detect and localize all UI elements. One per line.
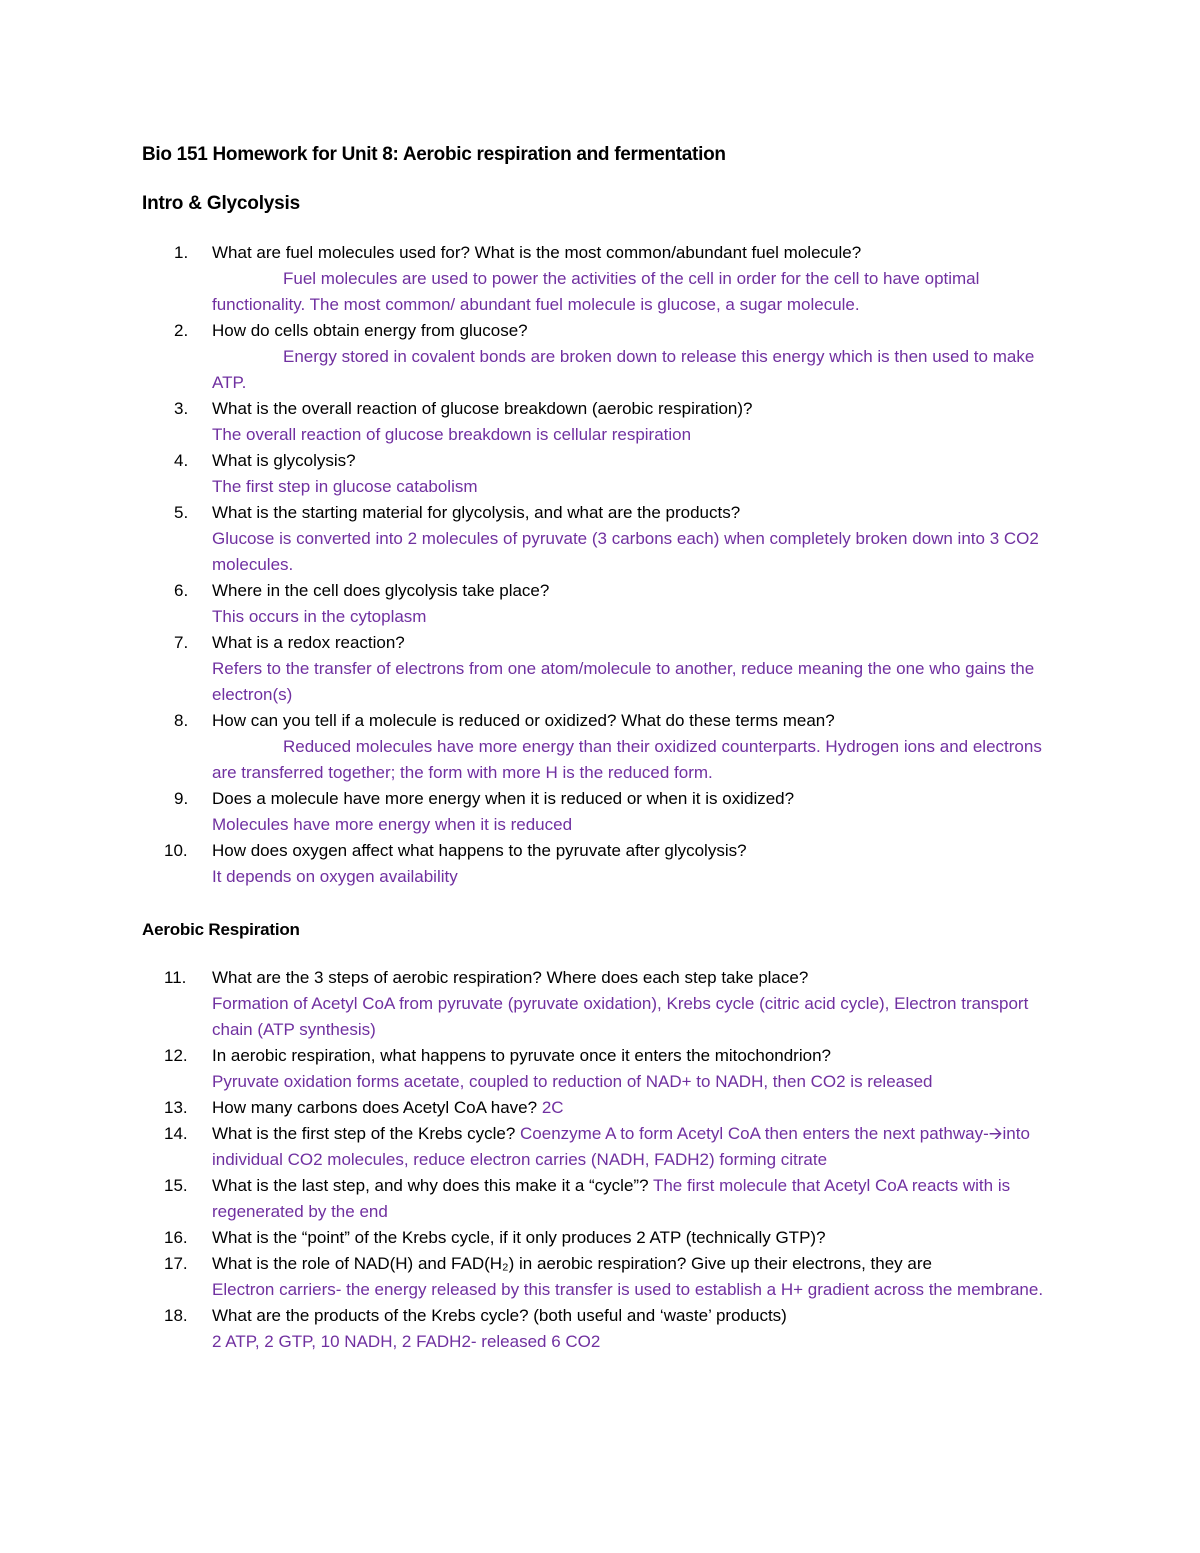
answer-text: Coenzyme A to form Acetyl CoA then enters the next pathway-🡪into individual CO2 molecules, reduce electron carries (NADH, FADH2) forming citrate [212, 1124, 1030, 1169]
question-number: 2. [174, 321, 189, 340]
question-number: 10. [164, 841, 188, 860]
question-number: 18. [164, 1306, 188, 1325]
answer-text: Refers to the transfer of electrons from one atom/molecule to another, reduce meaning the one who gains the electron(s) [212, 659, 1035, 704]
question-number: 16. [164, 1228, 188, 1247]
question-item [142, 500, 1062, 578]
answer-text: Formation of Acetyl CoA from pyruvate (pyruvate oxidation), Krebs cycle (citric acid cycle), Electron transport chain (ATP synthesis) [212, 994, 1029, 1039]
question-item [142, 240, 1062, 318]
question-text: In aerobic respiration, what happens to pyruvate once it enters the mitochondrion? [212, 1046, 831, 1065]
question-item [142, 318, 1062, 396]
question-text: What is the starting material for glycolysis, and what are the products? [212, 503, 741, 522]
answer-text: Electron carriers- the energy released by this transfer is used to establish a H+ gradient across the membrane. [212, 1280, 1044, 1299]
question-item [142, 1121, 1062, 1173]
question-number: 4. [174, 451, 189, 470]
answer-text: This occurs in the cytoplasm [212, 607, 427, 626]
question-item [142, 630, 1062, 708]
question-text: What are the 3 steps of aerobic respiration? Where does each step take place? [212, 968, 809, 987]
answer-text: The first molecule that Acetyl CoA reacts with is regenerated by the end [212, 1176, 1011, 1221]
question-text: What is the last step, and why does this make it a “cycle”? [212, 1176, 649, 1195]
question-item [142, 578, 1062, 630]
question-text: What is glycolysis? [212, 451, 356, 470]
question-text: How does oxygen affect what happens to the pyruvate after glycolysis? [212, 841, 747, 860]
question-text: What is the “point” of the Krebs cycle, if it only produces 2 ATP (technically GTP)? [212, 1228, 826, 1247]
question-text: How many carbons does Acetyl CoA have? [212, 1098, 538, 1117]
question-text: What are fuel molecules used for? What is the most common/abundant fuel molecule? [212, 243, 862, 262]
question-item [142, 838, 1062, 890]
answer-text: Pyruvate oxidation forms acetate, coupled to reduction of NAD+ to NADH, then CO2 is released [212, 1072, 933, 1091]
answer-text: Molecules have more energy when it is reduced [212, 815, 573, 834]
question-number: 17. [164, 1254, 188, 1273]
question-text: What are the products of the Krebs cycle? (both useful and ‘waste’ products) [212, 1306, 787, 1325]
question-item [142, 708, 1062, 786]
section-title-aerobic-respiration: Aerobic Respiration [142, 920, 300, 939]
question-item [142, 786, 1062, 838]
answer-text: Energy stored in covalent bonds are broken down to release this energy which is then used to make ATP. [212, 347, 1035, 392]
answer-text: 2 ATP, 2 GTP, 10 NADH, 2 FADH2- released 6 CO2 [212, 1332, 601, 1351]
question-list-aerobic-respiration [142, 965, 1062, 1355]
answer-text: Fuel molecules are used to power the activities of the cell in order for the cell to have optimal functionality. The most common/ abundant fuel molecule is glucose, a sugar molecule. [212, 269, 980, 314]
question-item [142, 1251, 1062, 1303]
question-number: 9. [174, 789, 189, 808]
question-number: 15. [164, 1176, 188, 1195]
question-number: 14. [164, 1124, 188, 1143]
question-text: Does a molecule have more energy when it is reduced or when it is oxidized? [212, 789, 795, 808]
question-number: 13. [164, 1098, 188, 1117]
question-text: What is a redox reaction? [212, 633, 405, 652]
answer-text: Glucose is converted into 2 molecules of pyruvate (3 carbons each) when completely broken down into 3 CO2 molecules. [212, 529, 1039, 574]
answer-text: 2C [541, 1098, 564, 1117]
question-number: 8. [174, 711, 189, 730]
question-number: 1. [174, 243, 189, 262]
answer-text: The overall reaction of glucose breakdown is cellular respiration [212, 425, 692, 444]
question-text: What is the role of NAD(H) and FAD(H₂) in aerobic respiration? Give up their electrons, they are [212, 1254, 932, 1273]
question-number: 11. [164, 968, 187, 987]
question-list-intro-glycolysis [142, 240, 1062, 890]
question-number: 7. [174, 633, 189, 652]
question-item [142, 448, 1062, 500]
question-text: How can you tell if a molecule is reduced or oxidized? What do these terms mean? [212, 711, 835, 730]
question-number: 3. [174, 399, 189, 418]
document-title: Bio 151 Homework for Unit 8: Aerobic respiration and fermentation [142, 144, 726, 165]
question-item [142, 396, 1062, 448]
question-item [142, 1303, 1062, 1355]
question-number: 6. [174, 581, 189, 600]
question-number: 12. [164, 1046, 188, 1065]
answer-text: It depends on oxygen availability [212, 867, 458, 886]
question-text: What is the first step of the Krebs cycle? [212, 1124, 516, 1143]
question-item [142, 1173, 1062, 1225]
question-text: How do cells obtain energy from glucose? [212, 321, 528, 340]
answer-text: Reduced molecules have more energy than their oxidized counterparts. Hydrogen ions and electrons are transferred together; the form with more H is the reduced form. [212, 737, 1042, 782]
question-item [142, 1225, 1062, 1251]
question-text: What is the overall reaction of glucose breakdown (aerobic respiration)? [212, 399, 753, 418]
question-item [142, 1043, 1062, 1095]
section-title-intro-glycolysis: Intro & Glycolysis [142, 193, 300, 214]
answer-text: The first step in glucose catabolism [212, 477, 478, 496]
question-text: Where in the cell does glycolysis take place? [212, 581, 550, 600]
question-number: 5. [174, 503, 189, 522]
question-item [142, 1095, 1062, 1121]
question-item [142, 965, 1062, 1043]
